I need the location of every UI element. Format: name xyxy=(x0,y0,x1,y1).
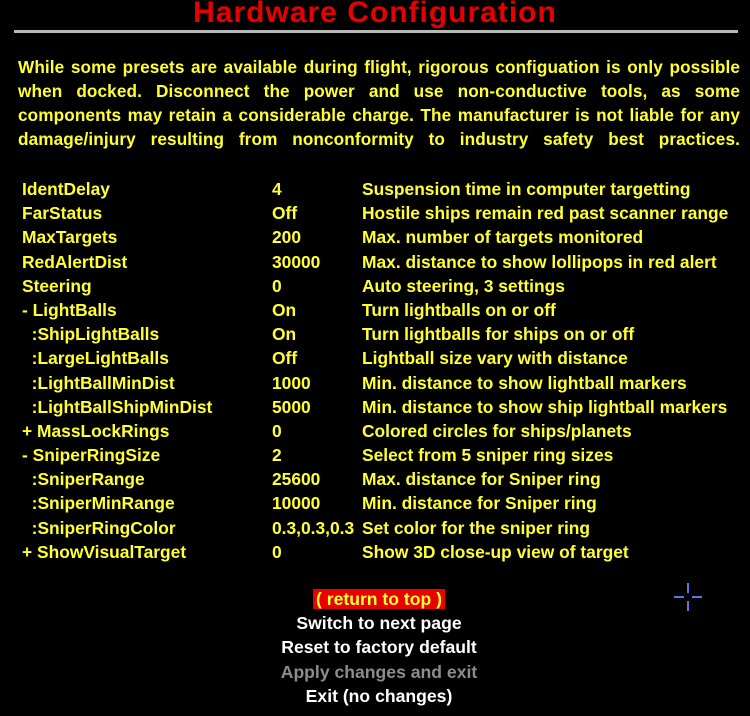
setting-value[interactable]: 0 xyxy=(272,420,282,441)
setting-value[interactable]: 5000 xyxy=(272,396,311,417)
settings-table xyxy=(22,177,742,564)
setting-value[interactable]: Off xyxy=(272,348,298,369)
setting-row[interactable] xyxy=(22,395,742,419)
setting-description: Max. number of targets monitored xyxy=(362,227,644,248)
setting-row[interactable] xyxy=(22,516,742,540)
setting-value[interactable]: On xyxy=(272,299,297,320)
setting-name: :ShipLightBalls xyxy=(22,324,160,345)
setting-name: Steering xyxy=(22,275,92,296)
setting-name: :LightBallMinDist xyxy=(22,372,175,393)
setting-description: Min. distance to show ship lightball markers xyxy=(362,396,728,417)
setting-name: - LightBalls xyxy=(22,299,117,320)
intro-line: components may retain a considerable charge. The manufacturer is not liable for any xyxy=(18,105,740,125)
setting-description: Lightball size vary with distance xyxy=(362,348,628,369)
setting-row[interactable] xyxy=(22,274,742,298)
setting-value[interactable]: 0 xyxy=(272,275,282,296)
setting-value[interactable]: 2 xyxy=(272,445,282,466)
reset-defaults-button[interactable]: Reset to factory default xyxy=(281,637,477,658)
setting-name: :SniperRingColor xyxy=(22,517,176,538)
setting-description: Turn lightballs for ships on or off xyxy=(362,324,635,345)
setting-description: Show 3D close-up view of target xyxy=(362,541,629,562)
setting-description: Min. distance for Sniper ring xyxy=(362,493,597,514)
menu xyxy=(0,587,750,708)
intro-line: While some presets are available during flight, rigorous configuation is only possible xyxy=(18,57,740,77)
setting-description: Colored circles for ships/planets xyxy=(362,420,632,441)
setting-name: + ShowVisualTarget xyxy=(22,541,187,562)
setting-name: :LightBallShipMinDist xyxy=(22,396,213,417)
setting-description: Select from 5 sniper ring sizes xyxy=(362,445,614,466)
setting-row[interactable] xyxy=(22,177,742,201)
setting-row[interactable] xyxy=(22,491,742,515)
setting-name: :SniperMinRange xyxy=(22,493,175,514)
setting-value[interactable]: 4 xyxy=(272,179,282,199)
setting-row[interactable] xyxy=(22,250,742,274)
setting-value[interactable]: 0 xyxy=(272,541,282,562)
intro-line: when docked. Disconnect the power and use non-conductive tools, as some xyxy=(18,81,740,101)
setting-value[interactable]: 30000 xyxy=(272,251,321,272)
apply-exit-button: Apply changes and exit xyxy=(280,661,478,682)
setting-name: - SniperRingSize xyxy=(22,445,161,466)
title-divider xyxy=(14,30,738,33)
setting-row[interactable] xyxy=(22,322,742,346)
setting-value[interactable]: On xyxy=(272,324,297,345)
setting-row[interactable] xyxy=(22,225,742,249)
setting-name: :SniperRange xyxy=(22,469,145,490)
setting-name: + MassLockRings xyxy=(22,420,170,441)
setting-row[interactable] xyxy=(22,467,742,491)
setting-value[interactable]: 1000 xyxy=(272,372,311,393)
setting-row[interactable] xyxy=(22,346,742,370)
setting-name: FarStatus xyxy=(22,203,103,224)
setting-value[interactable]: Off xyxy=(272,203,298,224)
intro-text xyxy=(18,55,740,151)
setting-row[interactable] xyxy=(22,540,742,564)
setting-description: Max. distance for Sniper ring xyxy=(362,469,601,490)
setting-name: RedAlertDist xyxy=(22,251,128,272)
setting-row[interactable] xyxy=(22,443,742,467)
setting-value[interactable]: 25600 xyxy=(272,469,321,490)
crosshair-icon xyxy=(673,582,703,612)
setting-row[interactable] xyxy=(22,371,742,395)
return-to-top-button[interactable]: ( return to top ) xyxy=(313,589,445,609)
setting-name: IdentDelay xyxy=(22,179,110,199)
setting-name: :LargeLightBalls xyxy=(22,348,169,369)
setting-description: Max. distance to show lollipops in red alert xyxy=(362,251,717,272)
setting-value[interactable]: 10000 xyxy=(272,493,321,514)
page-title: Hardware Configuration xyxy=(193,0,557,29)
setting-description: Set color for the sniper ring xyxy=(362,517,591,538)
setting-description: Suspension time in computer targetting xyxy=(362,179,691,199)
setting-value[interactable]: 200 xyxy=(272,227,302,248)
return-to-top-item[interactable] xyxy=(0,587,750,611)
setting-description: Min. distance to show lightball markers xyxy=(362,372,687,393)
setting-name: MaxTargets xyxy=(22,227,118,248)
exit-button[interactable]: Exit (no changes) xyxy=(305,685,453,706)
next-page-button[interactable]: Switch to next page xyxy=(296,613,462,634)
setting-row[interactable] xyxy=(22,201,742,225)
setting-row[interactable] xyxy=(22,419,742,443)
setting-description: Hostile ships remain red past scanner range xyxy=(362,203,729,224)
setting-value[interactable]: 0.3,0.3,0.3 xyxy=(272,517,355,538)
intro-line: damage/injury resulting from nonconformity to industry safety best practices. xyxy=(18,129,740,149)
setting-row[interactable] xyxy=(22,298,742,322)
setting-description: Turn lightballs on or off xyxy=(362,299,556,320)
setting-description: Auto steering, 3 settings xyxy=(362,275,565,296)
